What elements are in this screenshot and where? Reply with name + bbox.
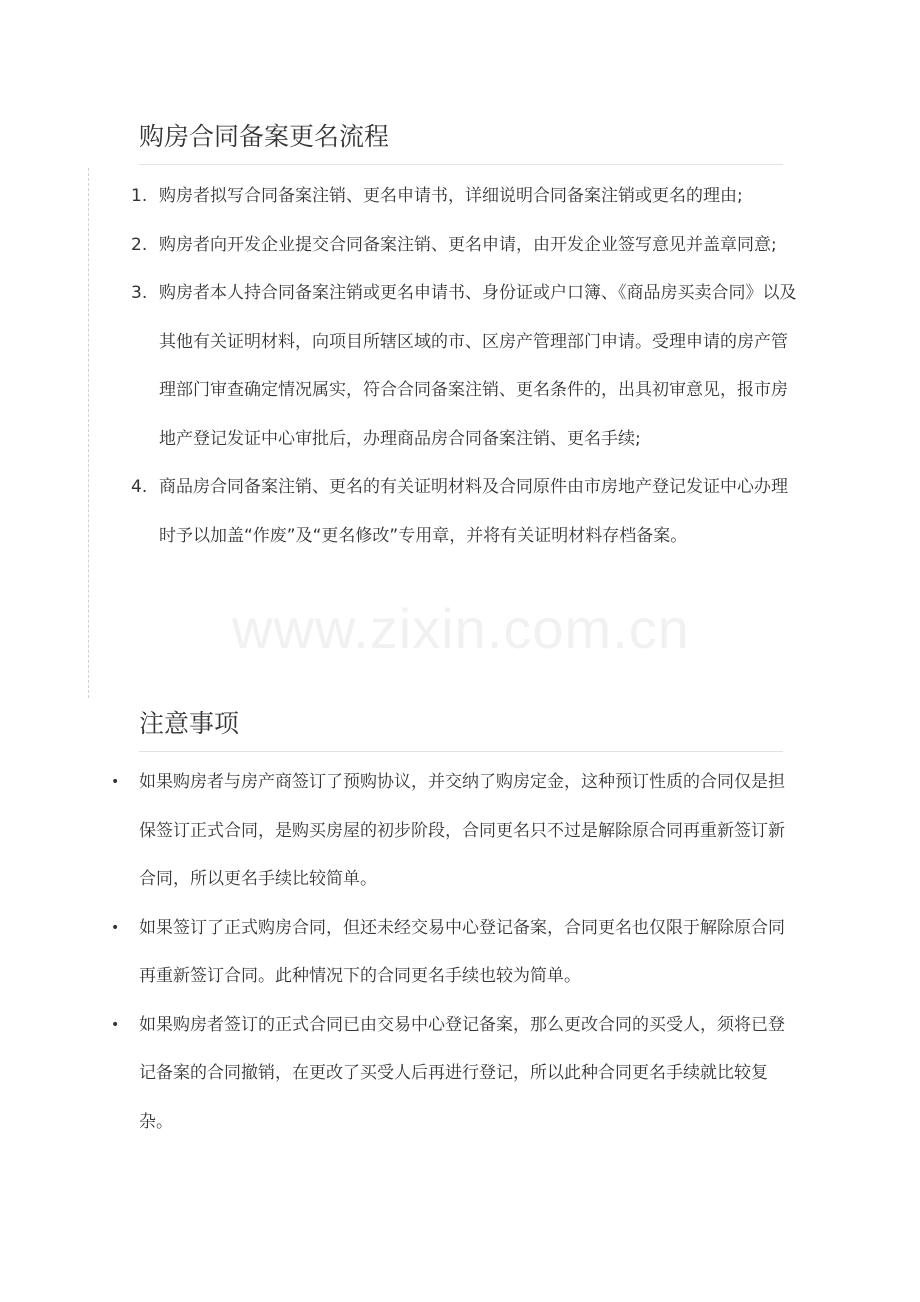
process-steps-list: [0, 172, 920, 560]
bullet-icon: •: [111, 919, 120, 936]
watermark: www.zixin.com.cn: [232, 597, 690, 660]
note-text: 如果购房者与房产商签订了预购协议，并交纳了购房定金，这种预订性质的合同仅是担保签订正式合同，是购买房屋的初步阶段，合同更名只不过是解除原合同再重新签订新合同，所以更名手续比较简单。: [139, 772, 785, 889]
step-item: [0, 221, 799, 270]
step-item: [0, 463, 799, 560]
note-text: 如果签订了正式购房合同，但还未经交易中心登记备案，合同更名也仅限于解除原合同再重新签订合同。此种情况下的合同更名手续也较为简单。: [139, 917, 785, 986]
step-text: 商品房合同备案注销、更名的有关证明材料及合同原件由市房地产登记发证中心办理时予以加盖“作废”及“更名修改”专用章，并将有关证明材料存档备案。: [159, 477, 788, 546]
step-text: 购房者拟写合同备案注销、更名申请书，详细说明合同备案注销或更名的理由;: [159, 186, 743, 206]
step-number: 2.: [131, 234, 148, 255]
step-text: 购房者向开发企业提交合同备案注销、更名申请，由开发企业签写意见并盖章同意;: [159, 234, 777, 255]
note-item: [0, 758, 787, 904]
notes-list: [0, 758, 920, 1146]
step-item: [0, 172, 799, 221]
note-text: 如果购房者签订的正式合同已由交易中心登记备案，那么更改合同的买受人，须将已登记备案的合同撤销，在更改了买受人后再进行登记，所以此种合同更名手续就比较复杂。: [139, 1014, 785, 1132]
bullet-icon: •: [111, 1016, 120, 1033]
note-item: [0, 1001, 787, 1147]
step-text: 购房者本人持合同备案注销或更名申请书、身份证或户口簿、《商品房买卖合同》以及其他有关证明材料，向项目所辖区域的市、区房产管理部门申请。受理申请的房产管理部门审查确定情况属实，符合合同备案注销、更名条件的，出具初审意见，报市房地产登记发证中心审批后，办理商品房合同备案注销、更名手续;: [159, 283, 797, 449]
section-title-process: 购房合同备案更名流程: [139, 120, 783, 165]
note-item: [0, 904, 787, 1001]
step-item: [0, 269, 799, 463]
step-number: 4.: [131, 477, 148, 497]
step-number: 3.: [131, 283, 148, 303]
bullet-icon: •: [111, 774, 120, 790]
section-title-notes: 注意事项: [139, 707, 783, 752]
step-number: 1.: [131, 186, 148, 206]
